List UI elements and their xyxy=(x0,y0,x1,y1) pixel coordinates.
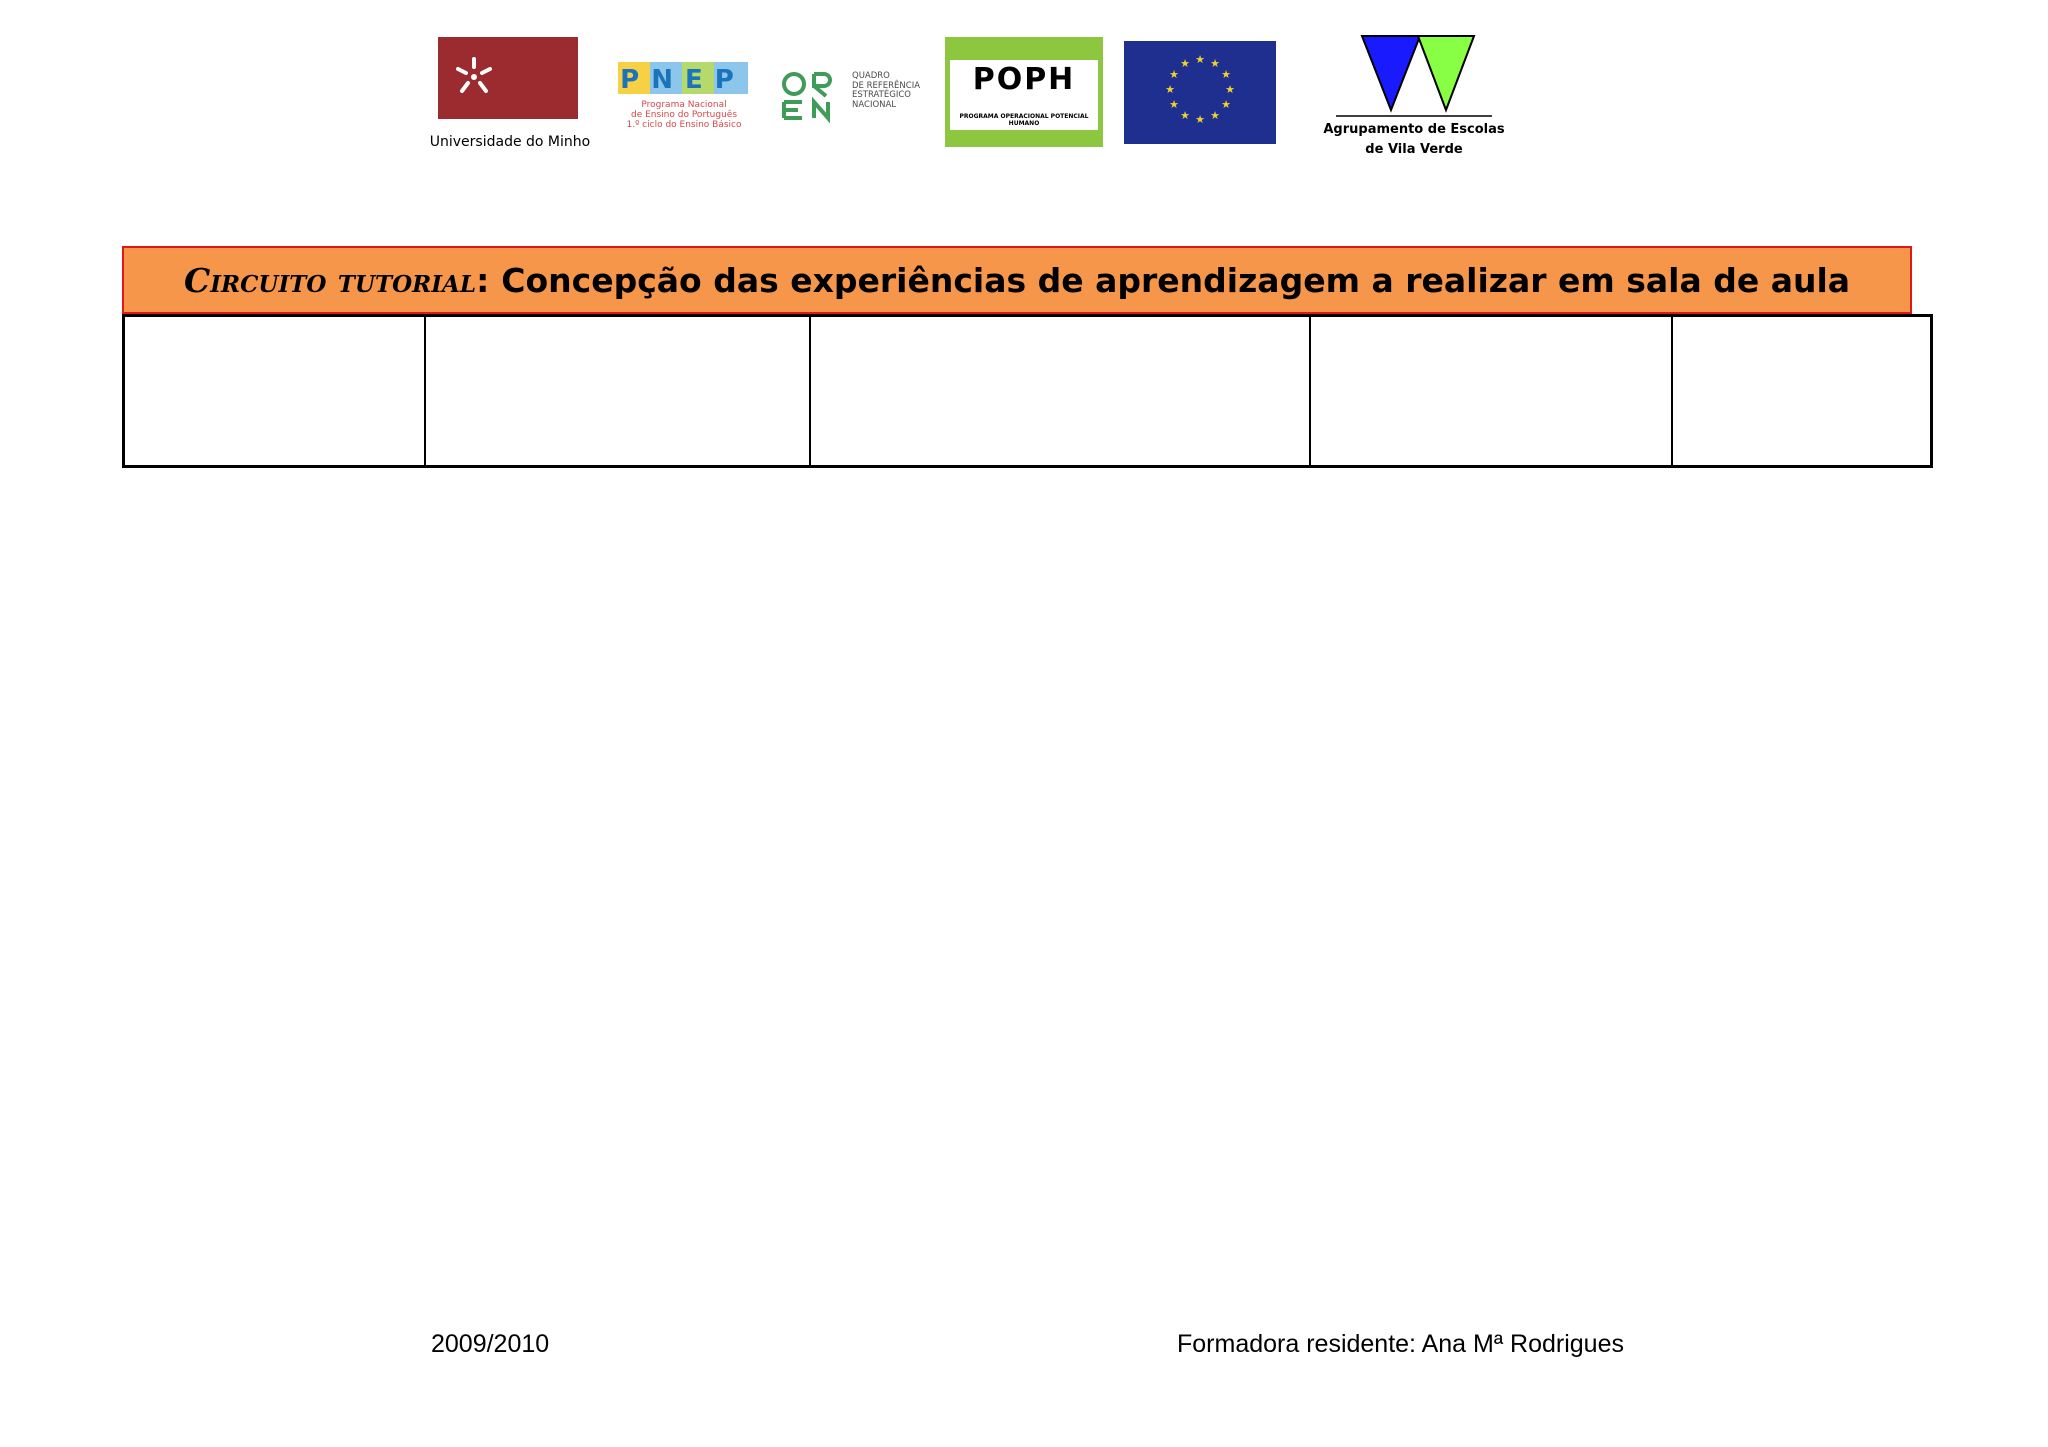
svg-text:★: ★ xyxy=(1221,98,1231,111)
svg-text:★: ★ xyxy=(1195,53,1205,66)
vila-verde-logo xyxy=(1336,34,1492,120)
universidade-do-minho-logo xyxy=(438,37,578,119)
title-colon: : xyxy=(476,260,490,300)
table-cell xyxy=(426,317,811,465)
eu-flag-logo xyxy=(1124,41,1276,144)
svg-text:★: ★ xyxy=(1210,109,1220,122)
pnep-subtitle: Programa Nacional de Ensino do Português 1.º ciclo do Ensino Básico xyxy=(626,100,742,130)
svg-text:★: ★ xyxy=(1169,68,1179,81)
poph-letters: POPH xyxy=(972,62,1076,97)
vila-verde-label: Agrupamento de Escolas de Vila Verde xyxy=(1323,122,1505,157)
table-cell xyxy=(1311,317,1673,465)
footer-trainer: Formadora residente: Ana Mª Rodrigues xyxy=(1177,1330,1624,1358)
svg-text:PNEP: PNEP xyxy=(620,65,746,95)
minho-star-icon xyxy=(438,37,578,119)
svg-text:★: ★ xyxy=(1195,113,1205,126)
svg-text:★: ★ xyxy=(1165,83,1175,96)
svg-text:★: ★ xyxy=(1180,57,1190,70)
svg-text:★: ★ xyxy=(1180,109,1190,122)
table-cell xyxy=(1673,317,1930,465)
qren-text: QUADRO DE REFERÊNCIA ESTRATÉGICO NACIONAL xyxy=(852,71,921,110)
title-prefix: Circuito tutorial xyxy=(183,260,477,300)
svg-text:★: ★ xyxy=(1221,68,1231,81)
pnep-logo xyxy=(618,60,748,96)
table-cell xyxy=(125,317,426,465)
page-title: Concepção das experiências de aprendizagem a realizar em sala de aula xyxy=(501,260,1851,300)
poph-subtitle: PROGRAMA OPERACIONAL POTENCIAL HUMANO xyxy=(959,113,1089,127)
universidade-do-minho-label: Universidade do Minho xyxy=(429,134,591,150)
table-cell xyxy=(811,317,1311,465)
title-banner xyxy=(122,246,1912,314)
svg-text:★: ★ xyxy=(1225,83,1235,96)
eu-stars-icon xyxy=(1124,41,1276,144)
footer-year: 2009/2010 xyxy=(431,1330,550,1358)
svg-text:★: ★ xyxy=(1210,57,1220,70)
experiences-table xyxy=(122,314,1933,468)
svg-text:★: ★ xyxy=(1169,98,1179,111)
